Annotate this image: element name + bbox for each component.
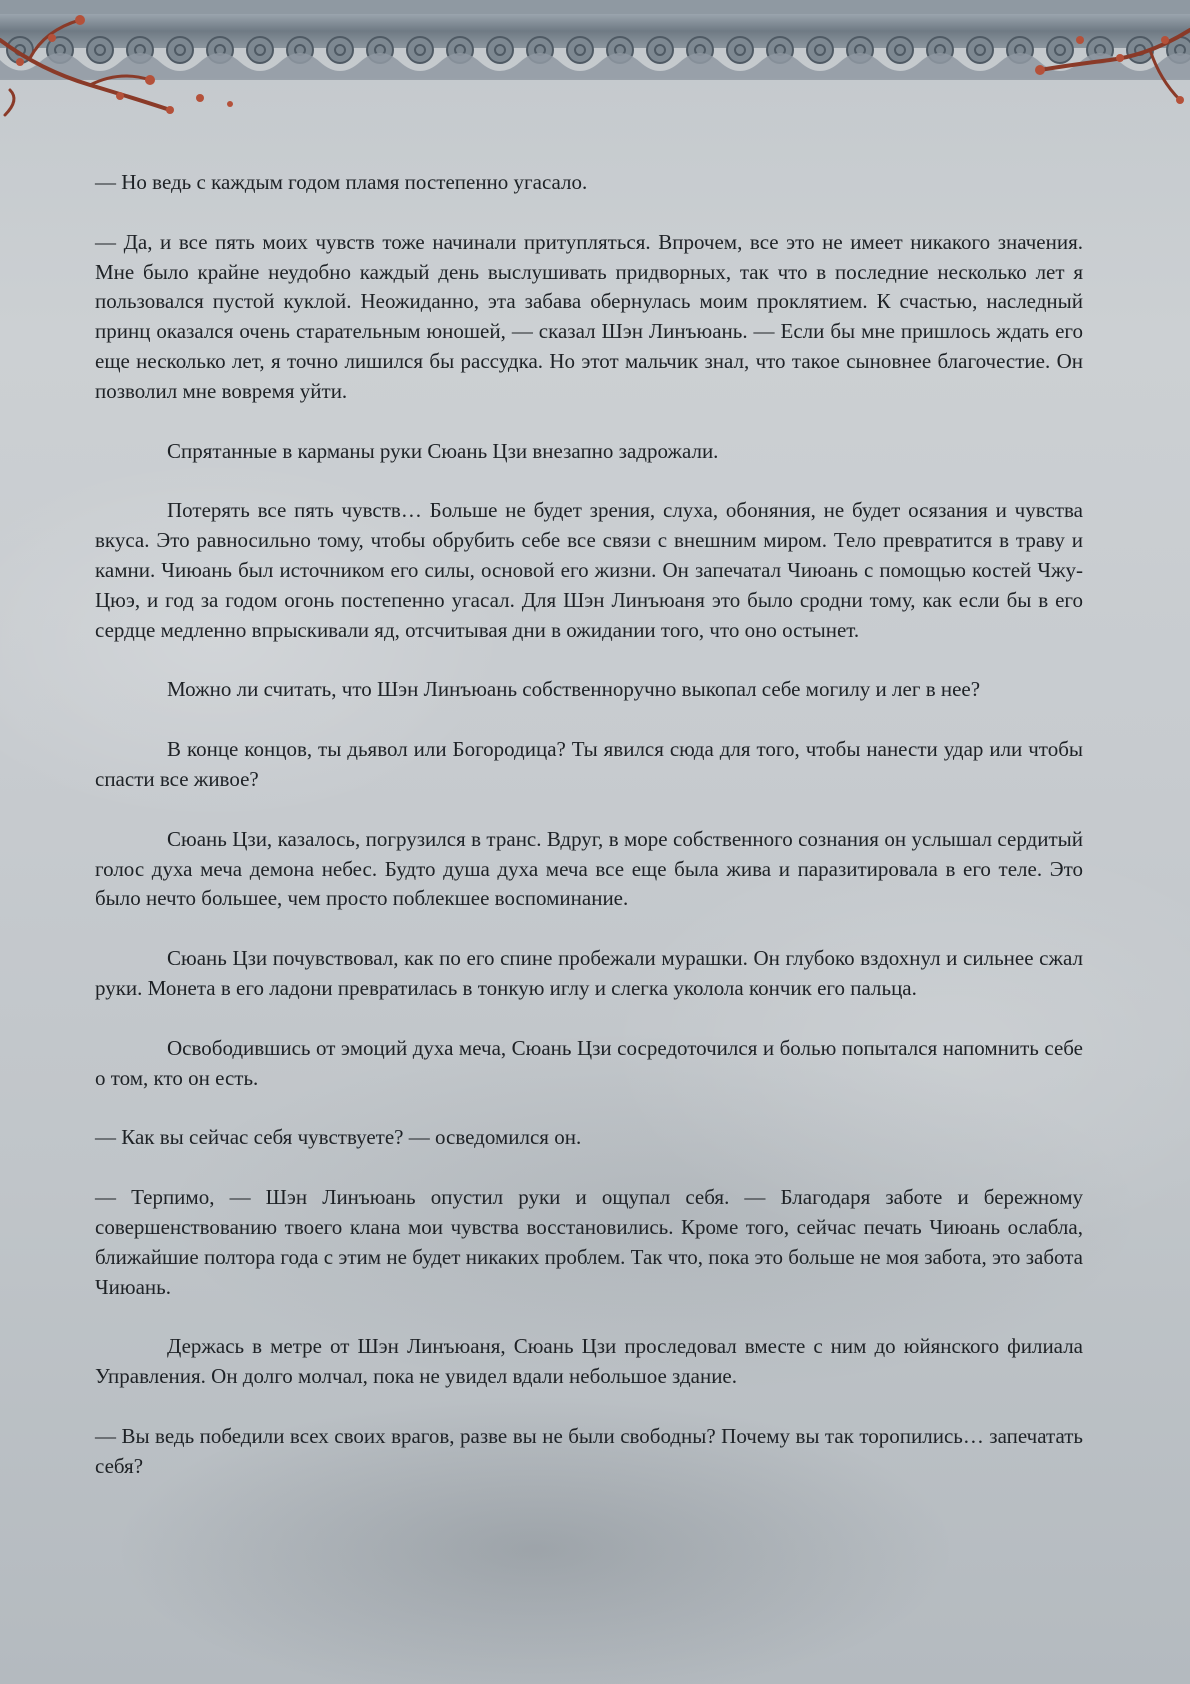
paragraph: Держась в метре от Шэн Линъюаня, Сюань Цзи проследовал вместе с ним до юйянского филиала Управления. Он долго молчал, пока не увидел вдали небольшое здание. — [95, 1334, 1083, 1389]
paragraph: — Как вы сейчас себя чувствуете? — осведомился он. — [95, 1125, 582, 1150]
roof-tile-end — [727, 37, 753, 63]
roof-tile-end — [487, 37, 513, 63]
roof-tile-end — [87, 37, 113, 63]
paragraph: — Вы ведь победили всех своих врагов, разве вы не были свободны? Почему вы так торопились… запечатать себя? — [95, 1423, 1083, 1478]
roof-tile-end — [327, 37, 353, 63]
page-text — [95, 168, 1083, 1512]
paragraph: Сюань Цзи почувствовал, как по его спине пробежали мурашки. Он глубоко вздохнул и сильнее сжал руки. Монета в его ладони превратилась в тонкую иглу и слегка уколола кончик его пальца. — [95, 946, 1083, 1000]
roof-tile-end — [807, 37, 833, 63]
roof-tile-end — [967, 37, 993, 63]
roof-tile-end — [167, 37, 193, 63]
paragraph: Спрятанные в карманы руки Сюань Цзи внезапно задрожали. — [167, 438, 719, 463]
roof-tile-end — [647, 37, 673, 63]
paragraph: Сюань Цзи, казалось, погрузился в транс. Вдруг, в море собственного сознания он услышал сердитый голос духа меча демона небес. Будто душа духа меча все еще была жива и паразитировала в его теле. Это было нечто большее, чем просто поблекшее воспоминание. — [95, 826, 1083, 911]
paragraph: — Но ведь с каждым годом пламя постепенно угасало. — [95, 170, 588, 194]
roof-tiles-decoration — [0, 0, 1190, 120]
paragraph: — Терпимо, — Шэн Линъюань опустил руки и ощупал себя. — Благодаря заботе и бережному совершенствованию твоего клана мои чувства восстановились. Кроме того, сейчас печать Чиюань ослабла, ближайшие полтора года с этим не будет никаких проблем. Так что, пока это больше не моя забота, это забота Чиюань. — [95, 1185, 1083, 1299]
roof-tile-end — [407, 37, 433, 63]
roof-tile-end — [247, 37, 273, 63]
paragraph: Потерять все пять чувств… Больше не будет зрения, слуха, обоняния, не будет осязания и чувства вкуса. Это равносильно тому, чтобы обрубить себе все связи с внешним миром. Тело превратится в траву и камни. Чиюань был источником его силы, основой его жизни. Он запечатал Чиюань с помощью костей Чжу-Цюэ, и год за годом огонь постепенно угасал. Для Шэн Линъюаня это было сродни тому, как если бы в его сердце медленно впрыскивали яд, отсчитывая дни в ожидании того, что оно остынет. — [95, 498, 1083, 642]
paragraph: Освободившись от эмоций духа меча, Сюань Цзи сосредоточился и болью попытался напомнить себе о том, кто он есть. — [95, 1035, 1083, 1090]
roof-tile-end — [567, 37, 593, 63]
paragraph: Можно ли считать, что Шэн Линъюань собственноручно выкопал себе могилу и лег в нее? — [167, 677, 981, 702]
roof-tile-end — [1047, 37, 1073, 63]
paragraph: В конце концов, ты дьявол или Богородица? Ты явился сюда для того, чтобы нанести удар или чтобы спасти все живое? — [95, 737, 1083, 791]
paragraph: — Да, и все пять моих чувств тоже начинали притупляться. Впрочем, все это не имеет никакого значения. Мне было крайне неудобно каждый день выслушивать придворных, так что в последние несколько лет я пользовался пустой куклой. Неожиданно, эта забава обернулась моим проклятием. К счастью, наследный принц оказался очень старательным юношей, — сказал Шэн Линъюань. — Если бы мне пришлось ждать его еще несколько лет, я точно лишился бы рассудка. Но этот мальчик знал, что такое сыновнее благочестие. Он позволил мне вовремя уйти. — [95, 229, 1083, 403]
roof-tile-end — [887, 37, 913, 63]
